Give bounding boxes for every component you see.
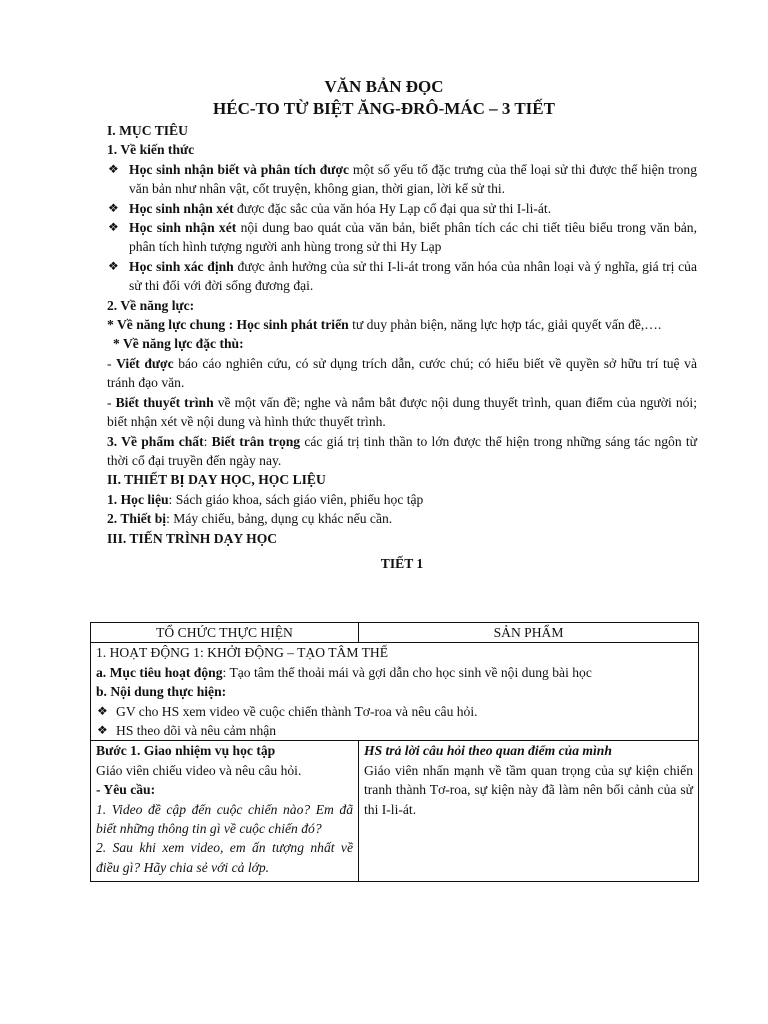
requirement-label: - Yêu cầu: xyxy=(96,782,156,798)
table-header-cell: TỔ CHỨC THỰC HIỆN xyxy=(91,623,359,643)
activity-cell xyxy=(91,643,699,741)
paragraph-pham-chat: 3. Về phẩm chất: Biết trân trọng các giá trị tinh thần to lớn được thể hiện trong những sáng tác ngôn từ thời cổ đại truyền đến ngày nay. xyxy=(107,433,698,468)
organize-cell xyxy=(91,741,359,882)
bullet-item: ❖ GV cho HS xem video về cuộc chiến thành Tơ-roa và nêu câu hỏi. xyxy=(96,702,693,721)
bullet-item: ❖ Học sinh xác định được ảnh hưởng của sử thi I-li-át trong văn hóa của nhân loại và ý nghĩa, giá trị của sử thi đối với đời sống đương đại. xyxy=(108,258,698,294)
bullet-item: ❖ Học sinh nhận biết và phân tích được một số yếu tố đặc trưng của thể loại sử thi được thể hiện trong văn bản như nhân vật, cốt truyện, không gian, thời gian, lời kể sử thi. xyxy=(108,161,697,197)
product-cell xyxy=(359,741,699,882)
question-1: 1. Video đề cập đến cuộc chiến nào? Em đã biết những thông tin gì về cuộc chiến đó? xyxy=(96,801,353,837)
lesson-table xyxy=(90,622,699,882)
bullet-item: ❖ Học sinh nhận xét nội dung bao quát của văn bản, biết phân tích các chi tiết tiêu biểu trong văn bản, phân tích hình tượng người anh hùng trong sử thi Hy Lạp xyxy=(108,220,697,255)
question-2: 2. Sau khi xem video, em ấn tượng nhất về điều gì? Hãy chia sẻ với cả lớp. xyxy=(96,840,353,875)
tiet-label: TIẾT 1 xyxy=(380,555,424,571)
paragraph-nang-luc-chung: * Về năng lực chung : Học sinh phát triển tư duy phản biện, năng lực hợp tác, giải quyết vấn đề,…. xyxy=(107,317,662,333)
section-heading-tien-trinh: III. TIẾN TRÌNH DẠY HỌC xyxy=(107,530,278,546)
subheading-nang-luc-dac-thu: * Về năng lực đặc thù: xyxy=(113,336,244,352)
diamond-bullet-icon: ❖ xyxy=(108,220,119,235)
diamond-bullet-icon: ❖ xyxy=(108,161,119,176)
doc-title: VĂN BẢN ĐỌC xyxy=(324,77,444,96)
bullet-item: ❖ Học sinh nhận xét được đặc sắc của văn hóa Hy Lạp cổ đại qua sử thi I-li-át. xyxy=(107,199,697,218)
diamond-bullet-icon: ❖ xyxy=(108,258,119,273)
paragraph-thuyet-trinh: - Biết thuyết trình về một vấn đề; nghe và nắm bắt được nội dung thuyết trình, quan điểm của người nói; biết nhận xét về nội dung và hình thức thuyết trình. xyxy=(107,394,697,430)
table-header-row xyxy=(91,623,699,643)
section-heading-thiet-bi: II. THIẾT BỊ DẠY HỌC, HỌC LIỆU xyxy=(107,472,326,488)
doc-subtitle: HÉC-TO TỪ BIỆT ĂNG-ĐRÔ-MÁC – 3 TIẾT xyxy=(213,99,555,118)
diamond-bullet-icon: ❖ xyxy=(97,703,108,718)
table-row xyxy=(91,643,699,741)
step-text: Giáo viên chiếu video và nêu câu hỏi. xyxy=(96,762,302,778)
diamond-bullet-icon: ❖ xyxy=(97,723,108,738)
activity-goal: a. Mục tiêu hoạt động: Tạo tâm thế thoải mái và gợi dẫn cho học sinh về nội dung bài học xyxy=(96,664,592,680)
activity-content-heading: b. Nội dung thực hiện: xyxy=(96,684,227,700)
step-heading: Bước 1. Giao nhiệm vụ học tập xyxy=(96,743,276,759)
diamond-bullet-icon: ❖ xyxy=(108,200,119,215)
bullet-item: ❖ HS theo dõi và nêu cảm nhận xyxy=(96,721,693,740)
table-header-cell: SẢN PHẨM xyxy=(359,623,699,643)
paragraph-thiet-bi: 2. Thiết bị: Máy chiếu, bảng, dụng cụ khác nếu cần. xyxy=(107,511,393,527)
subheading-kien-thuc: 1. Về kiến thức xyxy=(107,142,195,158)
section-heading-muc-tieu: I. MỤC TIÊU xyxy=(107,123,188,138)
table-row xyxy=(91,741,699,882)
paragraph-hoc-lieu: 1. Học liệu: Sách giáo khoa, sách giáo viên, phiếu học tập xyxy=(107,491,424,507)
subheading-nang-luc: 2. Về năng lực: xyxy=(107,297,195,313)
paragraph-viet-duoc: - Viết được báo cáo nghiên cứu, có sử dụng trích dẫn, cước chú; có hiểu biết về quyền sở hữu trí tuệ và tránh đạo văn. xyxy=(107,355,697,391)
product-heading: HS trả lời câu hỏi theo quan điểm của mình xyxy=(364,743,612,759)
activity-heading: 1. HOẠT ĐỘNG 1: KHỞI ĐỘNG – TẠO TÂM THẾ xyxy=(96,645,389,661)
product-text: Giáo viên nhấn mạnh về tầm quan trọng của sự kiện chiến tranh thành Tơ-roa, sự kiện này đã làm nên bối cảnh của sử thi I-li-át. xyxy=(364,762,693,817)
doc-body xyxy=(107,121,697,573)
